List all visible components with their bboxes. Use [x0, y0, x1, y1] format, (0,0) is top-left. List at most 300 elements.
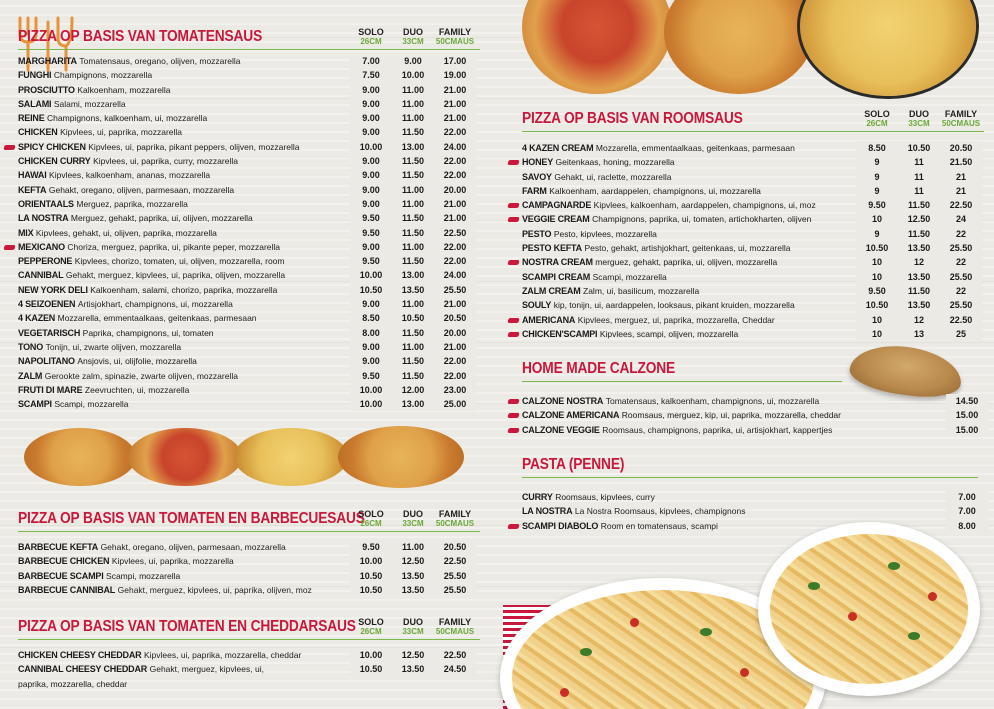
price-family: 24: [940, 212, 982, 226]
menu-item: [522, 408, 978, 422]
price-solo: 10.00: [350, 554, 392, 568]
item-desc: Kipvlees, kalkoenham, ananas, mozzarella: [49, 170, 211, 181]
item-name: SPICY CHICKEN: [18, 141, 86, 152]
size-family: FAMILY 50CMAUS: [435, 617, 475, 636]
item-desc: Roomsaus, merguez, kip, ui, paprika, mozzarella, cheddar: [621, 410, 841, 421]
item-name: LA NOSTRA: [522, 506, 573, 517]
item-desc: La Nostra Roomsaus, kipvlees, champignons: [574, 506, 746, 517]
price-family: 22: [940, 227, 982, 241]
price-duo: 12: [898, 255, 940, 269]
price-duo: 11: [898, 184, 940, 198]
item-name: HONEY: [522, 157, 554, 168]
item-name: CANNIBAL: [18, 270, 64, 281]
item-name: PROSCIUTTO: [18, 84, 75, 95]
menu-item: [18, 397, 480, 411]
item-desc: Gerookte zalm, spinazie, zwarte olijven, mozzarella: [44, 370, 238, 381]
price-duo: 11.50: [392, 154, 434, 168]
price-solo: 9.00: [350, 197, 392, 211]
price-family: 22.00: [434, 254, 476, 268]
item-name: 4 KAZEN: [18, 313, 56, 324]
price-duo: 12.50: [898, 212, 940, 226]
price: 14.50: [946, 394, 988, 408]
price-solo: 10.50: [350, 583, 392, 597]
section-header: [522, 356, 842, 382]
price-family: 20.00: [434, 326, 476, 340]
menu-item: [18, 97, 480, 111]
item-name: CURRY: [522, 492, 553, 502]
price-solo: 9.50: [856, 198, 898, 212]
item-desc: Merguez, gehakt, paprika, ui, olijven, mozzarella: [70, 213, 253, 224]
item-desc: Gehakt, oregano, olijven, parmesaan, mozzarella: [48, 184, 235, 195]
price-duo: 10.00: [392, 68, 434, 82]
menu-item: [18, 111, 480, 125]
price-duo: 13.50: [392, 569, 434, 583]
price-duo: 13.00: [392, 140, 434, 154]
price-family: 22: [940, 255, 982, 269]
item-name: ZALM: [18, 370, 43, 381]
price-family: 21.00: [434, 340, 476, 354]
menu-item: [18, 383, 480, 397]
price-duo: 13.50: [392, 283, 434, 297]
item-desc: Kalkoenham, mozzarella: [77, 84, 171, 95]
item-desc: Kipvlees, ui, paprika, pikant peppers, olijven, mozzarella: [88, 141, 300, 152]
price-family: 25.50: [434, 583, 476, 597]
price-solo: 9.50: [350, 254, 392, 268]
menu-item: [18, 240, 480, 254]
price-family: 25: [940, 327, 982, 341]
price-duo: 11.50: [392, 369, 434, 383]
new-badge-icon: [507, 428, 519, 433]
item-name: SCAMPI: [18, 399, 52, 410]
menu-item: [18, 369, 480, 383]
price-solo: 10.50: [856, 241, 898, 255]
item-desc: Tomatensaus, kalkoenham, champignons, ui, mozzarella: [605, 396, 820, 406]
new-badge-icon: [3, 245, 15, 250]
price-duo: 11.00: [392, 240, 434, 254]
item-name: MEXICANO: [18, 241, 65, 252]
item-name: ORIENTAALS: [18, 198, 74, 209]
section-header: [18, 614, 480, 640]
menu-item: [522, 270, 984, 284]
item-name: SAVOY: [522, 171, 552, 182]
price-family: 23.00: [434, 383, 476, 397]
price-solo: 10: [856, 255, 898, 269]
price-duo: 13.00: [392, 397, 434, 411]
section-title: PIZZA OP BASIS VAN ROOMSAUS: [522, 110, 743, 127]
menu-item: [18, 268, 480, 282]
price-solo: 9: [856, 155, 898, 169]
item-desc: Gehakt, merguez, kipvlees, ui, paprika, olijven, moz: [117, 584, 312, 595]
price-solo: 9.00: [350, 168, 392, 182]
size-solo: SOLO 26CM: [864, 109, 890, 128]
section-header: [18, 506, 480, 532]
item-name: SALAMI: [18, 98, 52, 109]
section-cheddar: [18, 614, 480, 691]
price-family: 21.50: [940, 155, 982, 169]
price-duo: 11.00: [392, 297, 434, 311]
item-desc: Kipvlees, ui, paprika, mozzarella: [60, 127, 183, 138]
item-name: 4 KAZEN CREAM: [522, 143, 594, 153]
item-name: 4 SEIZOENEN: [18, 299, 76, 310]
price-family: 22.50: [434, 648, 476, 662]
menu-item: [18, 569, 480, 583]
menu-item: [18, 168, 480, 182]
item-name: FUNGHI: [18, 70, 52, 81]
item-name: LA NOSTRA: [18, 213, 69, 224]
price-family: 21.00: [434, 197, 476, 211]
new-badge-icon: [507, 318, 519, 323]
menu-item: [18, 311, 480, 325]
price-duo: 11.50: [392, 211, 434, 225]
pizza-image: [800, 0, 976, 96]
price-solo: 9.00: [350, 354, 392, 368]
item-name: MIX: [18, 227, 34, 238]
menu-item: [18, 540, 480, 554]
item-desc: merguez, gehakt, paprika, ui, olijven, mozzarella: [595, 257, 778, 268]
menu-item: [18, 54, 480, 68]
price-family: 21: [940, 170, 982, 184]
item-name: CAMPAGNARDE: [522, 200, 592, 211]
item-name: FARM: [522, 185, 547, 196]
item-name: KEFTA: [18, 184, 47, 195]
price-family: 21.00: [434, 297, 476, 311]
price-family: 20.50: [434, 311, 476, 325]
price-family: 21.00: [434, 211, 476, 225]
price-solo: 9.00: [350, 297, 392, 311]
price-duo: 12.00: [392, 383, 434, 397]
item-desc: Mozzarella, emmentaalkaas, geitenkaas, parmesaan: [57, 313, 257, 324]
menu-item: [18, 125, 480, 139]
item-continuation: paprika, mozzarella, cheddar: [18, 678, 128, 689]
price-duo: 13.50: [898, 270, 940, 284]
new-badge-icon: [507, 160, 519, 165]
menu-item: [522, 184, 984, 198]
item-desc: Kipvlees, kalkoenham, aardappelen, champignons, ui, moz: [593, 200, 816, 211]
size-family: FAMILY 50CMAUS: [941, 109, 981, 128]
size-headers: [350, 617, 476, 637]
price-solo: 10: [856, 313, 898, 327]
menu-item: [18, 554, 480, 568]
price-solo: 10: [856, 327, 898, 341]
price-family: 25.00: [434, 397, 476, 411]
price-solo: 9.00: [350, 111, 392, 125]
menu-item: [18, 254, 480, 268]
price-family: 22.50: [940, 198, 982, 212]
price-solo: 9: [856, 170, 898, 184]
price-family: 22.00: [434, 354, 476, 368]
price-duo: 10.50: [898, 141, 940, 155]
size-headers: [350, 27, 476, 47]
price-solo: 9: [856, 227, 898, 241]
new-badge-icon: [3, 145, 15, 150]
pasta-dish-image: [758, 522, 980, 696]
price-solo: 9.00: [350, 240, 392, 254]
item-desc: Salami, mozzarella: [53, 98, 126, 109]
price-duo: 11.50: [898, 198, 940, 212]
price-solo: 8.50: [350, 311, 392, 325]
item-desc: Mozzarella, emmentaalkaas, geitenkaas, parmesaan: [595, 143, 795, 153]
price-duo: 12: [898, 313, 940, 327]
price-solo: 10.50: [856, 298, 898, 312]
item-desc: Room en tomatensaus, scampi: [600, 520, 718, 531]
item-name: CHICKEN CHEESY CHEDDAR: [18, 650, 142, 660]
item-desc: Kipvlees, merguez, ui, paprika, mozzarella, Cheddar: [577, 314, 775, 325]
price-duo: 12.50: [392, 648, 434, 662]
menu-item: [18, 297, 480, 311]
price-duo: 13.50: [392, 583, 434, 597]
price-family: 22.50: [434, 554, 476, 568]
item-name: NOSTRA CREAM: [522, 257, 593, 268]
item-desc: Kipvlees, ui, paprika, mozzarella, cheddar: [143, 650, 302, 660]
price: 7.00: [946, 504, 988, 518]
price-family: 25.50: [940, 241, 982, 255]
item-name: SCAMPI DIABOLO: [522, 520, 599, 531]
price-duo: 11.50: [392, 168, 434, 182]
menu-item: [18, 340, 480, 354]
menu-item: [522, 255, 984, 269]
menu-item: [522, 490, 978, 504]
price: 8.00: [946, 519, 988, 533]
item-name: VEGETARISCH: [18, 327, 81, 338]
item-desc: Champignons, paprika, ui, tomaten, artichokharten, olijven: [592, 214, 812, 225]
menu-item: [522, 504, 978, 518]
item-desc: Artisjokhart, champignons, ui, mozzarella: [77, 299, 233, 310]
menu-item: [522, 198, 984, 212]
price-family: 22.50: [940, 313, 982, 327]
item-name: NAPOLITANO: [18, 356, 75, 367]
price-solo: 10.00: [350, 140, 392, 154]
price-family: 25.50: [434, 283, 476, 297]
price-duo: 13.50: [898, 241, 940, 255]
price-duo: 11.00: [392, 197, 434, 211]
menu-item: [18, 648, 480, 662]
menu-item: [522, 227, 984, 241]
item-name: CANNIBAL CHEESY CHEDDAR: [18, 664, 148, 675]
menu-item: [522, 212, 984, 226]
price-family: 20.50: [940, 141, 982, 155]
item-name: PESTO: [522, 228, 552, 239]
price-duo: 11.50: [392, 326, 434, 340]
item-desc: Tomatensaus, oregano, olijven, mozzarella: [79, 56, 241, 66]
price-family: 22.00: [434, 240, 476, 254]
price-duo: 9.00: [392, 54, 434, 68]
item-list: [18, 54, 480, 411]
new-badge-icon: [507, 524, 519, 529]
menu-item: [522, 298, 984, 312]
menu-item: [18, 583, 480, 597]
item-desc: Scampi, mozzarella: [592, 271, 667, 282]
menu-item: [18, 211, 480, 225]
menu-item: [522, 284, 984, 298]
size-duo: DUO 33CM: [402, 509, 424, 528]
item-desc: Kipvlees, gehakt, ui, olijven, paprika, mozzarella: [35, 227, 217, 238]
price-solo: 10.50: [350, 569, 392, 583]
item-name: BARBECUE KEFTA: [18, 542, 99, 552]
item-desc: kip, tonijn, ui, aardappelen, looksaus, pikant kruiden, mozzarella: [553, 300, 795, 311]
menu-item: [18, 83, 480, 97]
price-solo: 9.00: [350, 83, 392, 97]
menu-item: [18, 68, 480, 82]
price-duo: 11.00: [392, 83, 434, 97]
pizza-image: [338, 426, 464, 488]
price-solo: 8.50: [856, 141, 898, 155]
size-solo: SOLO 26CM: [358, 509, 384, 528]
price-solo: 9.50: [350, 211, 392, 225]
menu-item: [18, 662, 480, 676]
section-header: [18, 24, 480, 50]
item-name: SOULY: [522, 300, 552, 311]
price-duo: 11: [898, 155, 940, 169]
item-desc: Merguez, paprika, mozzarella: [76, 198, 188, 209]
price-family: 22.00: [434, 369, 476, 383]
menu-item: [522, 313, 984, 327]
item-name: TONO: [18, 341, 44, 352]
price-family: 21.00: [434, 111, 476, 125]
item-desc: Kalkoenham, aardappelen, champignons, ui, mozzarella: [549, 185, 761, 196]
item-name: CALZONE AMERICANA: [522, 410, 620, 421]
price-duo: 13.00: [392, 268, 434, 282]
size-duo: DUO 33CM: [402, 27, 424, 46]
price-family: 24.50: [434, 662, 476, 676]
item-desc: Scampi, mozzarella: [106, 570, 181, 581]
price-duo: 13: [898, 327, 940, 341]
item-list: [18, 540, 480, 597]
item-name: REINE: [18, 113, 45, 124]
item-desc: Champignons, kalkoenham, ui, mozzarella: [47, 113, 208, 124]
price-family: 19.00: [434, 68, 476, 82]
menu-item: [522, 394, 978, 408]
pizza-image: [128, 428, 242, 486]
size-family: FAMILY 50CMAUS: [435, 509, 475, 528]
price-duo: 11.00: [392, 97, 434, 111]
item-desc: Geitenkaas, honing, mozzarella: [555, 157, 675, 168]
new-badge-icon: [507, 413, 519, 418]
size-solo: SOLO 26CM: [358, 27, 384, 46]
price-family: 22.00: [434, 168, 476, 182]
price-family: 25.50: [940, 298, 982, 312]
item-desc: Kipvlees, ui, paprika, mozzarella: [111, 556, 234, 567]
item-name: PESTO KEFTA: [522, 243, 582, 254]
menu-item: [522, 241, 984, 255]
pizza-image: [234, 428, 348, 486]
price-family: 24.00: [434, 140, 476, 154]
item-desc: Gehakt, ui, raclette, mozzarella: [554, 171, 672, 182]
item-desc: Zeevruchten, ui, mozzarella: [84, 384, 190, 395]
item-desc: Zalm, ui, basilicum, mozzarella: [583, 285, 700, 296]
price-family: 17.00: [434, 54, 476, 68]
price-solo: 8.00: [350, 326, 392, 340]
price-duo: 12.50: [392, 554, 434, 568]
price-family: 24.00: [434, 268, 476, 282]
item-name: SCAMPI CREAM: [522, 271, 591, 282]
price-solo: 9.50: [350, 226, 392, 240]
price: 15.00: [946, 423, 988, 437]
price-family: 20.50: [434, 540, 476, 554]
price-solo: 9.00: [350, 154, 392, 168]
price-solo: 9.00: [350, 97, 392, 111]
price-duo: 11.50: [898, 227, 940, 241]
price-family: 21: [940, 184, 982, 198]
section-title: PIZZA OP BASIS VAN TOMATENSAUS: [18, 28, 263, 45]
price-solo: 10.50: [350, 662, 392, 676]
item-list: [522, 141, 984, 341]
price-family: 22.00: [434, 125, 476, 139]
price-duo: 11.50: [392, 125, 434, 139]
item-desc: Gehakt, oregano, olijven, parmesaan, mozzarella: [100, 542, 286, 552]
item-desc: Champignons, mozzarella: [53, 70, 153, 81]
item-name: CALZONE NOSTRA: [522, 396, 604, 406]
price-duo: 11: [898, 170, 940, 184]
item-desc: Pesto, gehakt, artishjokhart, geitenkaas, ui, mozzarella: [584, 243, 791, 254]
item-desc: Ansjovis, ui, olijfolie, mozzarella: [77, 356, 197, 367]
price-duo: 11.00: [392, 340, 434, 354]
price-duo: 11.50: [392, 226, 434, 240]
price-family: 22.50: [434, 226, 476, 240]
item-name: CHICKEN: [18, 127, 58, 138]
section-header: [522, 106, 984, 132]
item-desc: Kipvlees, chorizo, tomaten, ui, olijven, mozzarella, room: [74, 256, 285, 267]
menu-item: [18, 154, 480, 168]
item-desc: Kipvlees, scampi, olijven, mozzarella: [599, 328, 739, 339]
price-family: 21.00: [434, 97, 476, 111]
item-desc: Tonijn, ui, zwarte olijven, mozzarella: [45, 341, 182, 352]
pizza-image: [24, 428, 136, 486]
item-name: CHICKEN CURRY: [18, 156, 91, 167]
item-name: NEW YORK DELI: [18, 284, 88, 295]
price-duo: 11.50: [392, 354, 434, 368]
price-duo: 11.00: [392, 183, 434, 197]
item-name: BARBECUE CHICKEN: [18, 556, 110, 567]
price-duo: 11.00: [392, 111, 434, 125]
item-desc: Scampi, mozzarella: [54, 399, 129, 410]
price-solo: 7.50: [350, 68, 392, 82]
section-barbecue: [18, 506, 480, 597]
menu-item: [522, 170, 984, 184]
item-name: HAWAI: [18, 170, 47, 181]
menu-item: [18, 283, 480, 297]
size-duo: DUO 33CM: [402, 617, 424, 636]
price-solo: 9.50: [350, 540, 392, 554]
price-solo: 10: [856, 212, 898, 226]
price-family: 22: [940, 284, 982, 298]
item-list: [18, 648, 480, 677]
price-solo: 9.00: [350, 183, 392, 197]
item-desc: Roomsaus, kipvlees, curry: [555, 492, 655, 502]
item-desc: Roomsaus, champignons, paprika, ui, artisjokhart, kappertjes: [602, 424, 833, 435]
price-solo: 7.00: [350, 54, 392, 68]
item-desc: Gehakt, merguez, kipvlees, ui,: [149, 664, 264, 675]
item-desc: Pesto, kipvlees, mozzarella: [553, 228, 657, 239]
price-solo: 10.00: [350, 268, 392, 282]
item-desc: Kipvlees, ui, paprika, curry, mozzarella: [93, 156, 238, 167]
section-title: HOME MADE CALZONE: [522, 360, 676, 377]
item-name: MARGHARITA: [18, 56, 77, 66]
price-duo: 11.50: [392, 254, 434, 268]
item-name: CHICKEN'SCAMPI: [522, 328, 598, 339]
price-family: 20.00: [434, 183, 476, 197]
menu-item: [522, 327, 984, 341]
menu-item: [18, 354, 480, 368]
price-solo: 9.00: [350, 340, 392, 354]
section-tomatensaus: [18, 24, 480, 411]
price-family: 21.00: [434, 83, 476, 97]
price-solo: 10.50: [350, 283, 392, 297]
new-badge-icon: [507, 332, 519, 337]
menu-item: [18, 140, 480, 154]
price: 15.00: [946, 408, 988, 422]
price-solo: 10.00: [350, 383, 392, 397]
section-header: [522, 452, 978, 478]
